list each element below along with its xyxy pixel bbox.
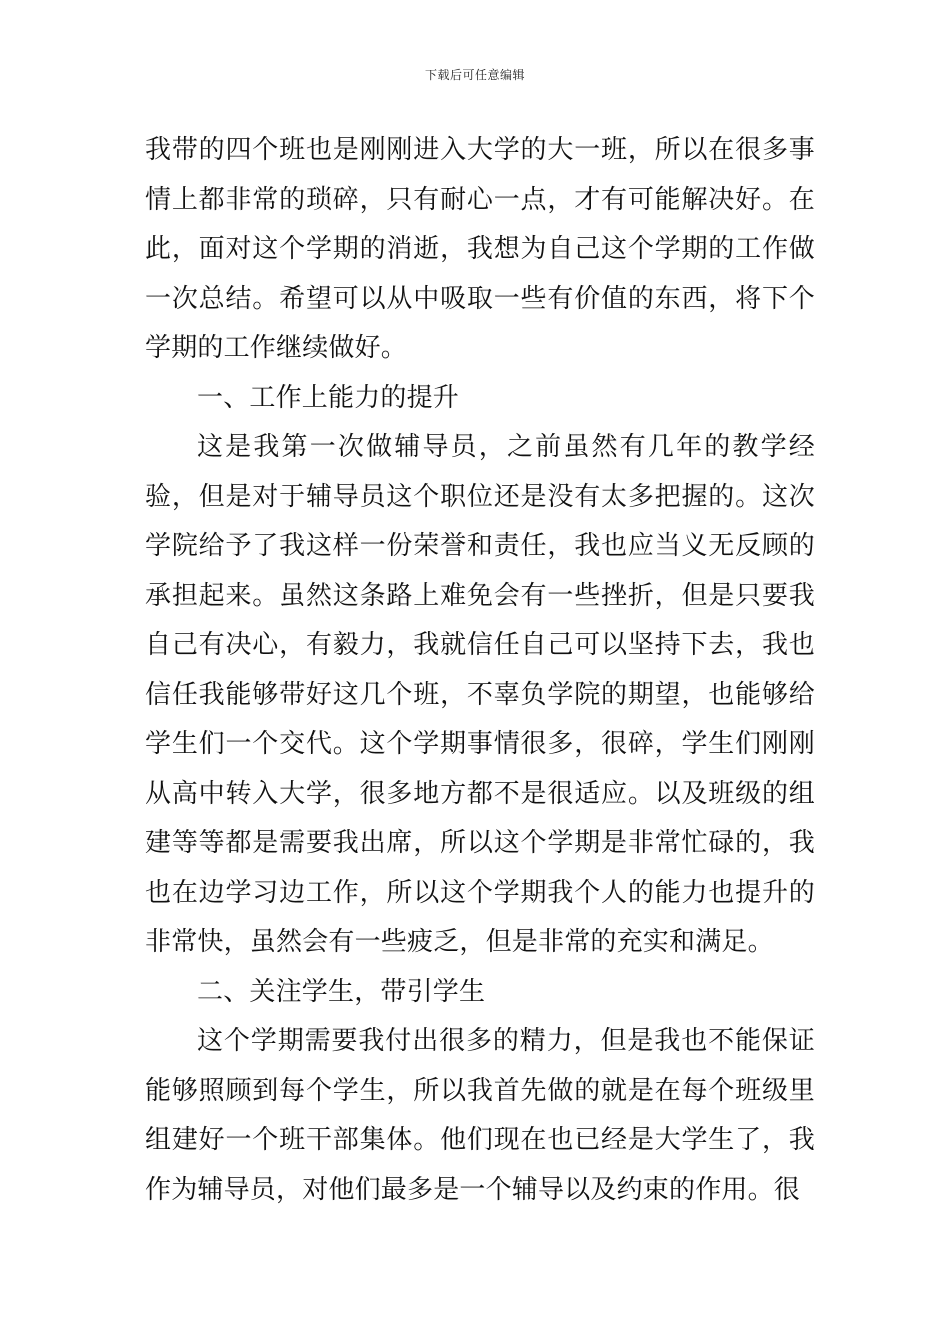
paragraph-intro: 我带的四个班也是刚刚进入大学的大一班，所以在很多事情上都非常的琐碎，只有耐心一点，才有可能解决好。在此，面对这个学期的消逝，我想为自己这个学期的工作做一次总结。希望可以从中吸取一些有价值的东西，将下个学期的工作继续做好。 [145,135,815,363]
document-body [145,126,815,1215]
page-header: 下载后可任意编辑 [424,68,525,82]
paragraph-section-1: 这是我第一次做辅导员，之前虽然有几年的教学经验，但是对于辅导员这个职位还是没有太多把握的。这次学院给予了我这样一份荣誉和责任，我也应当义无反顾的承担起来。虽然这条路上难免会有一些挫折，但是只要我自己有决心，有毅力，我就信任自己可以坚持下去，我也信任我能够带好这几个班，不辜负学院的期望，也能够给学生们一个交代。这个学期事情很多，很碎，学生们刚刚从高中转入大学，很多地方都不是很适应。以及班级的组建等等都是需要我出席，所以这个学期是非常忙碌的，我也在边学习边工作，所以这个学期我个人的能力也提升的非常快，虽然会有一些疲乏，但是非常的充实和满足。 [145,432,815,957]
paragraph-section-2: 这个学期需要我付出很多的精力，但是我也不能保证能够照顾到每个学生，所以我首先做的就是在每个班级里组建好一个班干部集体。他们现在也已经是大学生了，我作为辅导员，对他们最多是一个辅导以及约束的作用。很 [145,1026,815,1205]
section-heading-1: 一、工作上能力的提升 [197,382,460,413]
section-heading-2: 二、关注学生，带引学生 [197,976,486,1007]
